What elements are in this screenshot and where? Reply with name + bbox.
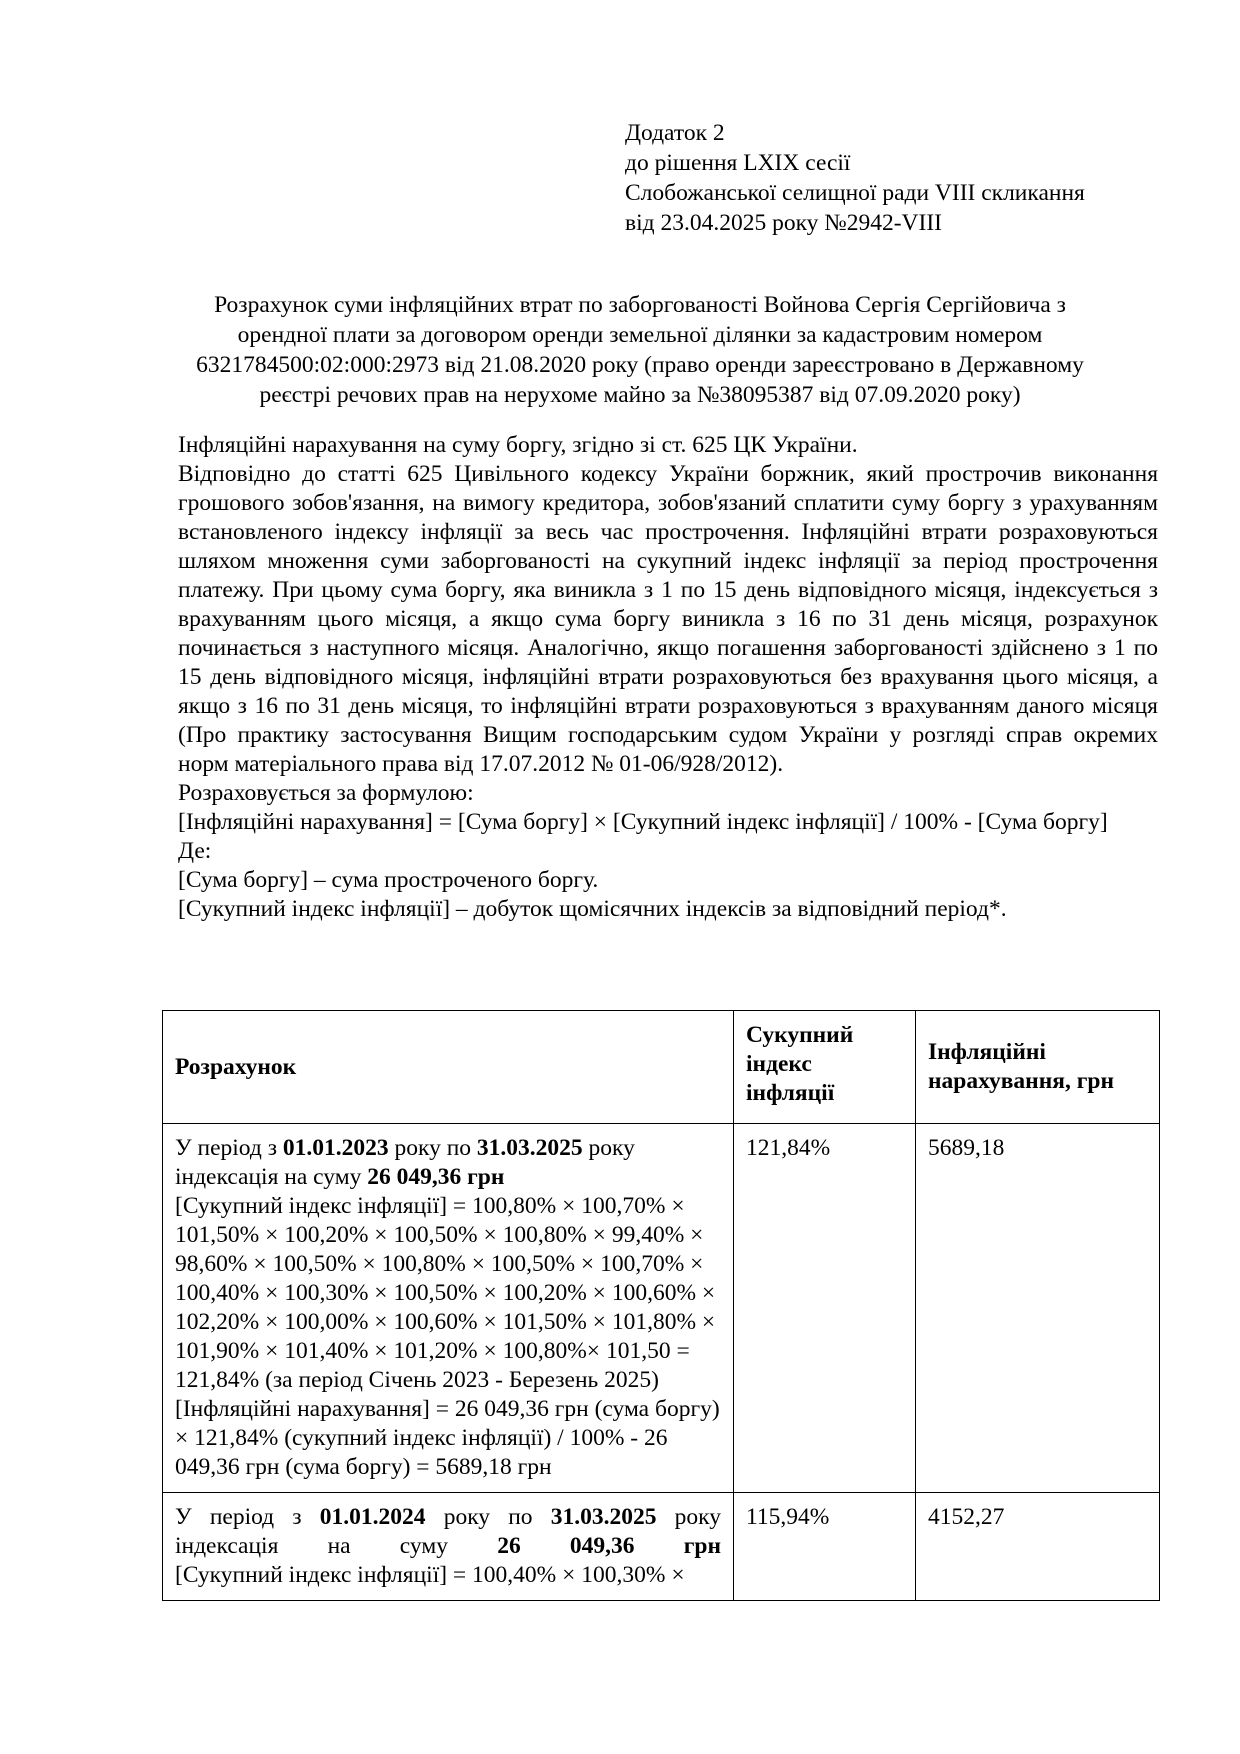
accrual-formula: [Інфляційні нарахування] = 26 049,36 грн (сума боргу) × 121,84% (сукупний індекс інфляції) / 100% - 26 049,36 грн (сума боргу) = 5689,18 грн [175,1396,720,1480]
date-from: 01.01.2024 [319,1504,426,1530]
appendix-decision: до рішення LXIX сесії [625,150,851,176]
accrual-cell: 5689,18 [916,1124,1160,1493]
formula-intro: Розраховується за формулою: [178,780,474,806]
title-line: реєстрі речових прав на нерухоме майно за №38095387 від 07.09.2020 року) [259,382,1021,408]
index-cell: 115,94% [734,1493,916,1601]
appendix-block [625,118,1085,238]
header-calculation: Розрахунок [163,1011,734,1124]
table-row [163,1493,1160,1601]
amount-line: індексація на суму 26 049,36 грн [175,1164,505,1190]
table-header-row [163,1011,1160,1124]
document-title [180,290,1100,410]
index-cell: 121,84% [734,1124,916,1493]
formula-text: [Інфляційні нарахування] = [Сума боргу] × [Сукупний індекс інфляції] / 100% - [Сума боргу] [178,809,1108,835]
intro-text: Інфляційні нарахування на суму боргу, згідно зі ст. 625 ЦК України. [178,432,858,458]
accrual-cell: 4152,27 [916,1493,1160,1601]
where-label: Де: [178,838,212,864]
table-row [163,1124,1160,1493]
date-to: 31.03.2025 [476,1135,583,1161]
period-line: У період з 01.01.2024 року по 31.03.2025 року [175,1504,721,1530]
calculation-cell [163,1124,734,1493]
title-line: 6321784500:02:000:2973 від 21.08.2020 року (право оренди зареєстровано в Державному [196,352,1084,378]
header-index: Сукупний індекс інфляції [734,1011,916,1124]
debt-amount: 26 049,36 грн [367,1164,505,1190]
period-line: У період з 01.01.2023 року по 31.03.2025 року [175,1135,635,1161]
date-from: 01.01.2023 [282,1135,389,1161]
appendix-date: від 23.04.2025 року №2942-VIII [625,210,942,236]
amount-line: індексація на суму 26 049,36 грн [175,1533,721,1559]
index-formula: [Сукупний індекс інфляції] = 100,40% × 100,30% × [175,1562,685,1588]
appendix-number: Додаток 2 [625,120,725,146]
appendix-council: Слобожанської селищної ради VIII скликання [625,180,1085,206]
document-body [178,431,1158,924]
title-line: Розрахунок суми інфляційних втрат по заборгованості Войнова Сергія Сергійовича з [214,292,1066,318]
header-accrual: Інфляційні нарахування, грн [916,1011,1160,1124]
calculation-table [162,1010,1160,1601]
calculation-cell [163,1493,734,1601]
definition-debt: [Сума боргу] – сума простроченого боргу. [178,867,599,893]
index-formula: [Сукупний індекс інфляції] = 100,80% × 100,70% × 101,50% × 100,20% × 100,50% × 100,80% × 99,40% × 98,60% × 100,50% × 100,80% × 100,50% × 100,70% × 100,40% × 100,30% × 100,50% × 100,20% × 100,60% × 102,20% × 100,00% × 100,60% × 101,50% × 101,80% × 101,90% × 101,40% × 101,20% × 100,80%× 101,50 = 121,84% (за період Січень 2023 - Березень 2025) [175,1193,716,1393]
legal-paragraph: Відповідно до статті 625 Цивільного кодексу України боржник, який прострочив виконання грошового зобов'язання, на вимогу кредитора, зобов'язаний сплатити суму боргу з урахуванням встановленого індексу інфляції за весь час прострочення. Інфляційні втрати розраховуються шляхом множення суми заборгованості на сукупний індекс інфляції за період прострочення платежу. При цьому сума боргу, яка виникла з 1 по 15 день відповідного місяця, індексується з врахуванням цього місяця, а якщо сума боргу виникла з 16 по 31 день місяця, розрахунок починається з наступного місяця. Аналогічно, якщо погашення заборгованості здійснено з 1 по 15 день відповідного місяця, інфляційні втрати розраховуються без врахування цього місяця, а якщо з 16 по 31 день місяця, то інфляційні втрати розраховуються з врахуванням даного місяця (Про практику застосування Вищим господарським судом України у розгляді справ окремих норм матеріального права від 17.07.2012 № 01-06/928/2012). [178,461,1158,777]
title-line: орендної плати за договором оренди земельної ділянки за кадастровим номером [237,322,1043,348]
definition-index: [Сукупний індекс інфляції] – добуток щомісячних індексів за відповідний період*. [178,896,1007,922]
debt-amount: 26 049,36 грн [497,1533,721,1559]
date-to: 31.03.2025 [550,1504,657,1530]
